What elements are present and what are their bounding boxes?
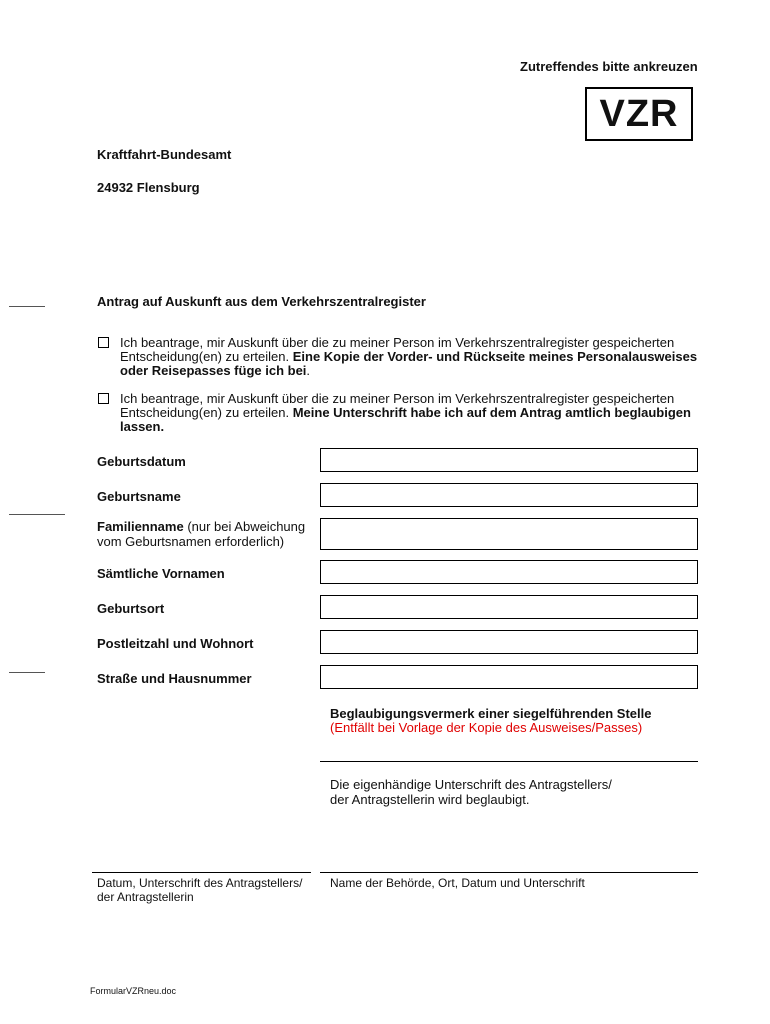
- hole-mark: [9, 514, 65, 515]
- option-copy-line2-bold: Eine Kopie der Vorder- und Rückseite meines Personalausweises: [292, 349, 698, 364]
- familienname-label-line1: [97, 519, 305, 534]
- option-copy-line2-plain: Entscheidung(en) zu erteilen.: [120, 349, 293, 364]
- geburtsname-label: Geburtsname: [97, 489, 181, 504]
- option-certified-line3: lassen.: [120, 419, 165, 434]
- fold-mark-bottom: [9, 672, 45, 673]
- option-certified-text: [120, 392, 710, 434]
- vornamen-field[interactable]: [320, 560, 698, 584]
- option-copy-text: [120, 336, 710, 378]
- option-certified-checkbox[interactable]: [98, 393, 109, 404]
- authority-name: Kraftfahrt-Bundesamt: [97, 147, 232, 162]
- applicant-signature-caption-line2: der Antragstellerin: [97, 890, 194, 904]
- certification-text-line1: Die eigenhändige Unterschrift des Antragstellers/: [330, 777, 612, 792]
- geburtsdatum-field[interactable]: [320, 448, 698, 472]
- option-certified-line2-plain: Entscheidung(en) zu erteilen.: [120, 405, 293, 420]
- certification-divider: [320, 761, 698, 762]
- vzr-logo: VZR: [585, 87, 693, 141]
- familienname-label-rest: (nur bei Abweichung: [183, 519, 306, 534]
- option-certified-line2-bold: Meine Unterschrift habe ich auf dem Antrag amtlich beglaubigen: [292, 405, 691, 420]
- instruction-hint: Zutreffendes bitte ankreuzen: [520, 59, 698, 74]
- authority-signature-caption: Name der Behörde, Ort, Datum und Unterschrift: [330, 876, 585, 890]
- option-copy-checkbox[interactable]: [98, 337, 109, 348]
- authority-city: 24932 Flensburg: [97, 180, 200, 195]
- authority-signature-line: [320, 872, 698, 873]
- geburtsname-field[interactable]: [320, 483, 698, 507]
- familienname-field[interactable]: [320, 518, 698, 550]
- geburtsort-label: Geburtsort: [97, 601, 165, 616]
- familienname-label: [97, 519, 305, 549]
- vornamen-label: Sämtliche Vornamen: [97, 566, 225, 581]
- strasse-field[interactable]: [320, 665, 698, 689]
- certification-text: [330, 777, 612, 807]
- option-copy-line2: [120, 350, 710, 364]
- option-copy-line3-bold: oder Reisepasses füge ich bei: [120, 363, 307, 378]
- geburtsort-field[interactable]: [320, 595, 698, 619]
- document-filename: FormularVZRneu.doc: [90, 986, 177, 996]
- certification-text-line2: der Antragstellerin wird beglaubigt.: [330, 792, 530, 807]
- form-title: Antrag auf Auskunft aus dem Verkehrszentralregister: [97, 294, 426, 309]
- option-certified-line1: Ich beantrage, mir Auskunft über die zu meiner Person im Verkehrszentralregister gespeicherten: [120, 391, 675, 406]
- applicant-signature-caption-line1: Datum, Unterschrift des Antragstellers/: [97, 876, 303, 890]
- option-copy-line3: [120, 364, 710, 378]
- strasse-label: Straße und Hausnummer: [97, 671, 252, 686]
- applicant-signature-line: [92, 872, 311, 873]
- certification-title: Beglaubigungsvermerk einer siegelführenden Stelle: [330, 706, 652, 721]
- plz-wohnort-label: Postleitzahl und Wohnort: [97, 636, 254, 651]
- fold-mark-top: [9, 306, 45, 307]
- geburtsdatum-label: Geburtsdatum: [97, 454, 186, 469]
- certification-note: (Entfällt bei Vorlage der Kopie des Ausweises/Passes): [330, 720, 643, 735]
- applicant-signature-caption: [97, 876, 302, 904]
- familienname-label-bold: Familienname: [97, 519, 184, 534]
- option-copy-line3-plain: .: [306, 363, 311, 378]
- option-certified-line2: [120, 406, 710, 420]
- familienname-label-line2: vom Geburtsnamen erforderlich): [97, 534, 285, 549]
- option-copy-line1: Ich beantrage, mir Auskunft über die zu meiner Person im Verkehrszentralregister gespeicherten: [120, 335, 675, 350]
- plz-wohnort-field[interactable]: [320, 630, 698, 654]
